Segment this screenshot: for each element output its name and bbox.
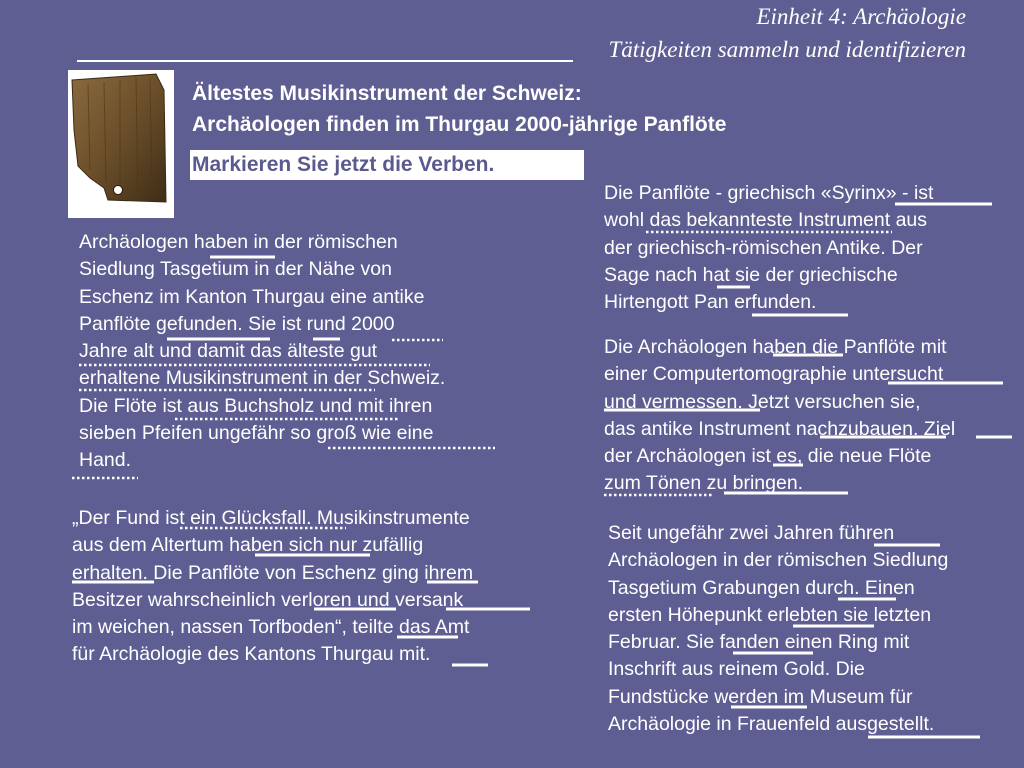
- task-instruction: Markieren Sie jetzt die Verben.: [190, 150, 584, 180]
- text-line: einer Computertomographie untersucht: [604, 363, 944, 386]
- text-line: Besitzer wahrscheinlich verloren und versank: [72, 588, 464, 611]
- text-line: Panflöte gefunden. Sie ist rund 2000: [79, 312, 395, 335]
- panflute-photo: [68, 70, 174, 218]
- text-line: Eschenz im Kanton Thurgau eine antike: [79, 285, 425, 308]
- unit-subtitle: Tätigkeiten sammeln und identifizieren: [608, 37, 966, 62]
- text-line: im weichen, nassen Torfboden“, teilte das Amt: [72, 616, 470, 639]
- text-line: Die Panflöte - griechisch «Syrinx» - ist: [604, 182, 934, 204]
- text-line: erhalten. Die Panflöte von Eschenz ging ihrem: [72, 561, 474, 584]
- text-line: Archäologen in der römischen Siedlung: [608, 549, 949, 572]
- article-title-line2: Archäologen finden im Thurgau 2000-jährige Panflöte: [192, 113, 727, 136]
- text-line: Hirtengott Pan erfunden.: [604, 291, 817, 314]
- text-line: Fundstücke werden im Museum für: [608, 685, 913, 708]
- text-line: der griechisch-römischen Antike. Der: [604, 236, 923, 259]
- text-line: der Archäologen ist es, die neue Flöte: [604, 445, 932, 468]
- text-line: ersten Höhepunkt erlebten sie letzten: [608, 603, 932, 626]
- text-line: Hand.: [79, 449, 132, 472]
- text-line: Jahre alt und damit das älteste gut: [79, 340, 378, 363]
- text-line: zum Tönen zu bringen.: [604, 472, 804, 495]
- text-line: Siedlung Tasgetium in der Nähe von: [79, 258, 392, 281]
- text-line: Die Archäologen haben die Panflöte mit: [604, 336, 947, 358]
- unit-title: Einheit 4: Archäologie: [756, 4, 966, 29]
- paragraph-research: [604, 334, 955, 498]
- text-line: Sage nach hat sie der griechische: [604, 263, 898, 286]
- text-line: sieben Pfeifen ungefähr so groß wie eine: [79, 422, 434, 445]
- text-line: Archäologie in Frauenfeld ausgestellt.: [608, 713, 935, 736]
- article-title-line1: Ältestes Musikinstrument der Schweiz:: [192, 82, 582, 105]
- text-line: das antike Instrument nachzubauen. Ziel: [604, 417, 956, 440]
- text-line: „Der Fund ist ein Glücksfall. Musikinstrumente: [72, 507, 470, 529]
- paragraph-syrinx: [604, 180, 933, 316]
- text-line: Seit ungefähr zwei Jahren führen: [608, 522, 895, 544]
- text-line: und vermessen. Jetzt versuchen sie,: [604, 390, 921, 413]
- text-line: Tasgetium Grabungen durch. Einen: [608, 576, 915, 599]
- header-rule: [77, 60, 573, 62]
- text-line: für Archäologie des Kantons Thurgau mit.: [72, 643, 431, 666]
- paragraph-quote: [72, 505, 473, 669]
- article-title: [192, 78, 726, 140]
- text-line: Archäologen haben in der römischen: [79, 231, 398, 253]
- paragraph-findings: [608, 520, 948, 738]
- text-line: wohl das bekannteste Instrument aus: [604, 209, 928, 232]
- paragraph-excavation: [79, 229, 445, 475]
- text-line: aus dem Altertum haben sich nur zufällig: [72, 534, 424, 557]
- text-line: Inschrift aus reinem Gold. Die: [608, 658, 865, 681]
- text-line: Februar. Sie fanden einen Ring mit: [608, 631, 910, 654]
- text-line: erhaltene Musikinstrument in der Schweiz.: [79, 367, 446, 390]
- text-line: Die Flöte ist aus Buchsholz und mit ihren: [79, 394, 433, 417]
